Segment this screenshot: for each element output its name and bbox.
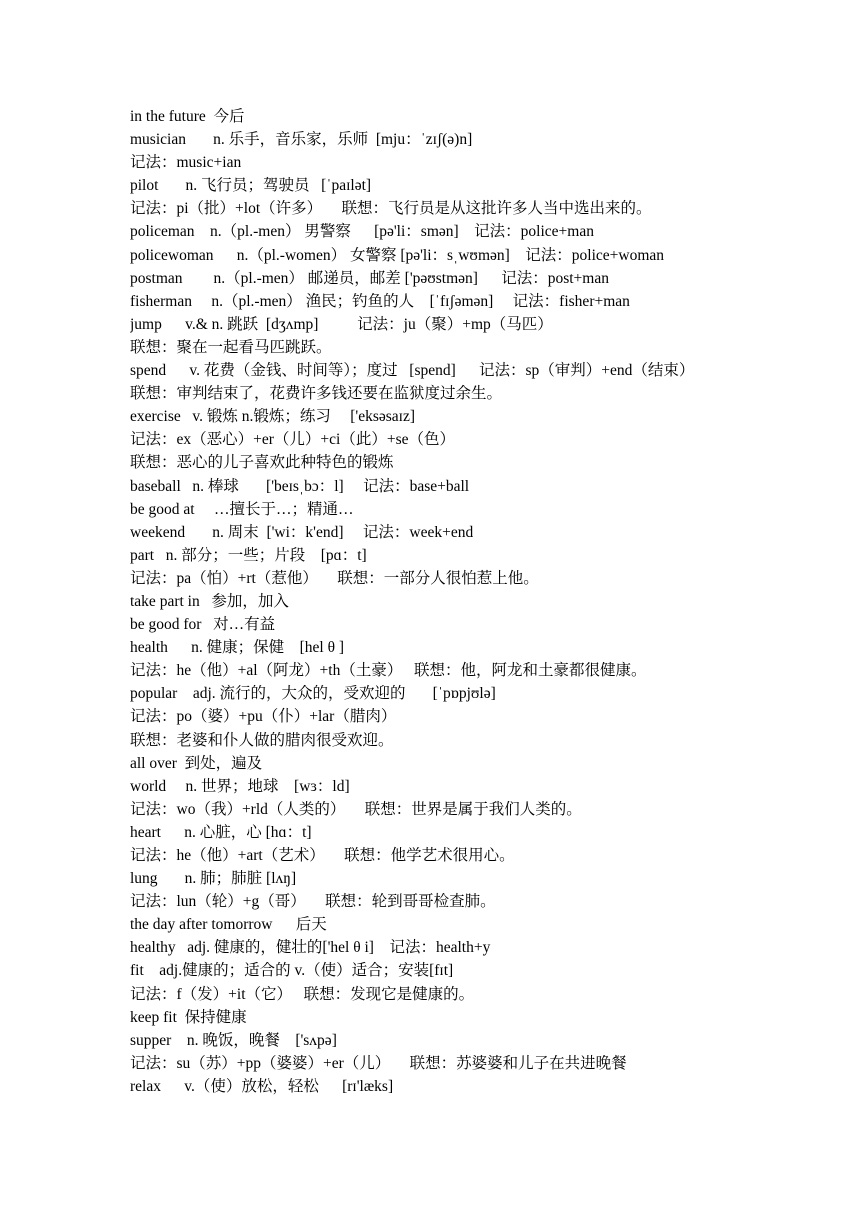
text-line: musician n. 乐手，音乐家，乐师 [mju：ˈzɪʃ(ə)n]	[130, 131, 473, 149]
text-line: weekend n. 周末 ['wi：k'end] 记法：week+end	[130, 523, 474, 541]
text-line: health n. 健康；保健 [hel θ ]	[130, 639, 345, 657]
text-line: 记法：pa（怕）+rt（惹他） 联想：一部分人很怕惹上他。	[130, 569, 539, 587]
text-line: popular adj. 流行的，大众的，受欢迎的 [ˈpɒpjʊlə]	[130, 685, 496, 703]
text-line: 记法：pi（批）+lot（许多） 联想：飞行员是从这批许多人当中选出来的。	[130, 200, 652, 218]
text-line: 联想：审判结束了，花费许多钱还要在监狱度过余生。	[130, 385, 503, 403]
text-line: fisherman n.（pl.-men） 渔民；钓鱼的人 [ˈfɪʃəmən] 记法：fisher+man	[130, 292, 630, 310]
text-line: 记法：f（发）+it（它） 联想：发现它是健康的。	[130, 985, 475, 1003]
text-line: jump v.& n. 跳跃 [dʒʌmp] 记法：ju（聚）+mp（马匹）	[130, 315, 553, 333]
text-line: policewoman n.（pl.-women） 女警察 [pə'li：sˌwʊmən] 记法：police+woman	[130, 246, 665, 264]
text-line: 记法：he（他）+art（艺术） 联想：他学艺术很用心。	[130, 847, 515, 864]
text-line: 记法：su（苏）+pp（婆婆）+er（儿） 联想：苏婆婆和儿子在共进晚餐	[130, 1054, 627, 1072]
text-line: take part in 参加，加入	[130, 592, 289, 610]
text-line: all over 到处，遍及	[130, 754, 263, 772]
text-line: in the future 今后	[130, 108, 245, 125]
text-line: exercise v. 锻炼 n.锻炼；练习 ['eksəsaɪz]	[130, 408, 416, 426]
text-line: be good for 对…有益	[130, 616, 276, 634]
text-line: fit adj.健康的；适合的 v.（使）适合；安装[fɪt]	[130, 962, 454, 980]
text-line: 记法：music+ian	[130, 154, 242, 172]
text-line: 记法：ex（恶心）+er（儿）+ci（此）+se（色）	[130, 431, 455, 449]
text-line: spend v. 花费（金钱、时间等）；度过 [spend] 记法：sp（审判）+end（结束）	[130, 362, 695, 380]
vocabulary-list	[130, 105, 840, 1098]
text-line: 记法：po（婆）+pu（仆）+lar（腊肉）	[130, 708, 397, 726]
text-line: postman n.（pl.-men） 邮递员，邮差 ['pəʊstmən] 记法：post+man	[130, 269, 609, 287]
text-line: keep fit 保持健康	[130, 1008, 247, 1026]
text-line: policeman n.（pl.-men） 男警察 [pə'li：smən] 记法：police+man	[130, 223, 594, 241]
text-line: 记法：wo（我）+rld（人类的） 联想：世界是属于我们人类的。	[130, 800, 582, 818]
text-line: pilot n. 飞行员；驾驶员 [ˈpaɪlət]	[130, 177, 372, 195]
text-line: relax v.（使）放松，轻松 [rɪ'læks]	[130, 1077, 394, 1095]
text-line: supper n. 晚饭，晚餐 ['sʌpə]	[130, 1031, 337, 1049]
text-line: healthy adj. 健康的，健壮的['hel θ i] 记法：health+y	[130, 939, 491, 957]
text-line: part n. 部分；一些；片段 [pɑ：t]	[130, 546, 367, 564]
text-line: 联想：老婆和仆人做的腊肉很受欢迎。	[130, 731, 394, 749]
text-line: baseball n. 棒球 ['beɪsˌbɔ：l] 记法：base+ball	[130, 477, 470, 495]
text-line: 联想：恶心的儿子喜欢此种特色的锻炼	[130, 454, 394, 472]
text-line: world n. 世界；地球 [wɜ：ld]	[130, 777, 350, 795]
text-line: 记法：lun（轮）+g（哥） 联想：轮到哥哥检查肺。	[130, 893, 496, 911]
text-line: 联想：聚在一起看马匹跳跃。	[130, 338, 332, 356]
text-line: lung n. 肺；肺脏 [lʌŋ]	[130, 870, 297, 888]
text-line: 记法：he（他）+al（阿龙）+th（土豪） 联想：他，阿龙和土豪都很健康。	[130, 662, 647, 680]
text-line: heart n. 心脏，心 [hɑ：t]	[130, 823, 312, 841]
text-line: be good at …擅长于…；精通…	[130, 500, 354, 518]
text-line: the day after tomorrow 后天	[130, 916, 327, 934]
